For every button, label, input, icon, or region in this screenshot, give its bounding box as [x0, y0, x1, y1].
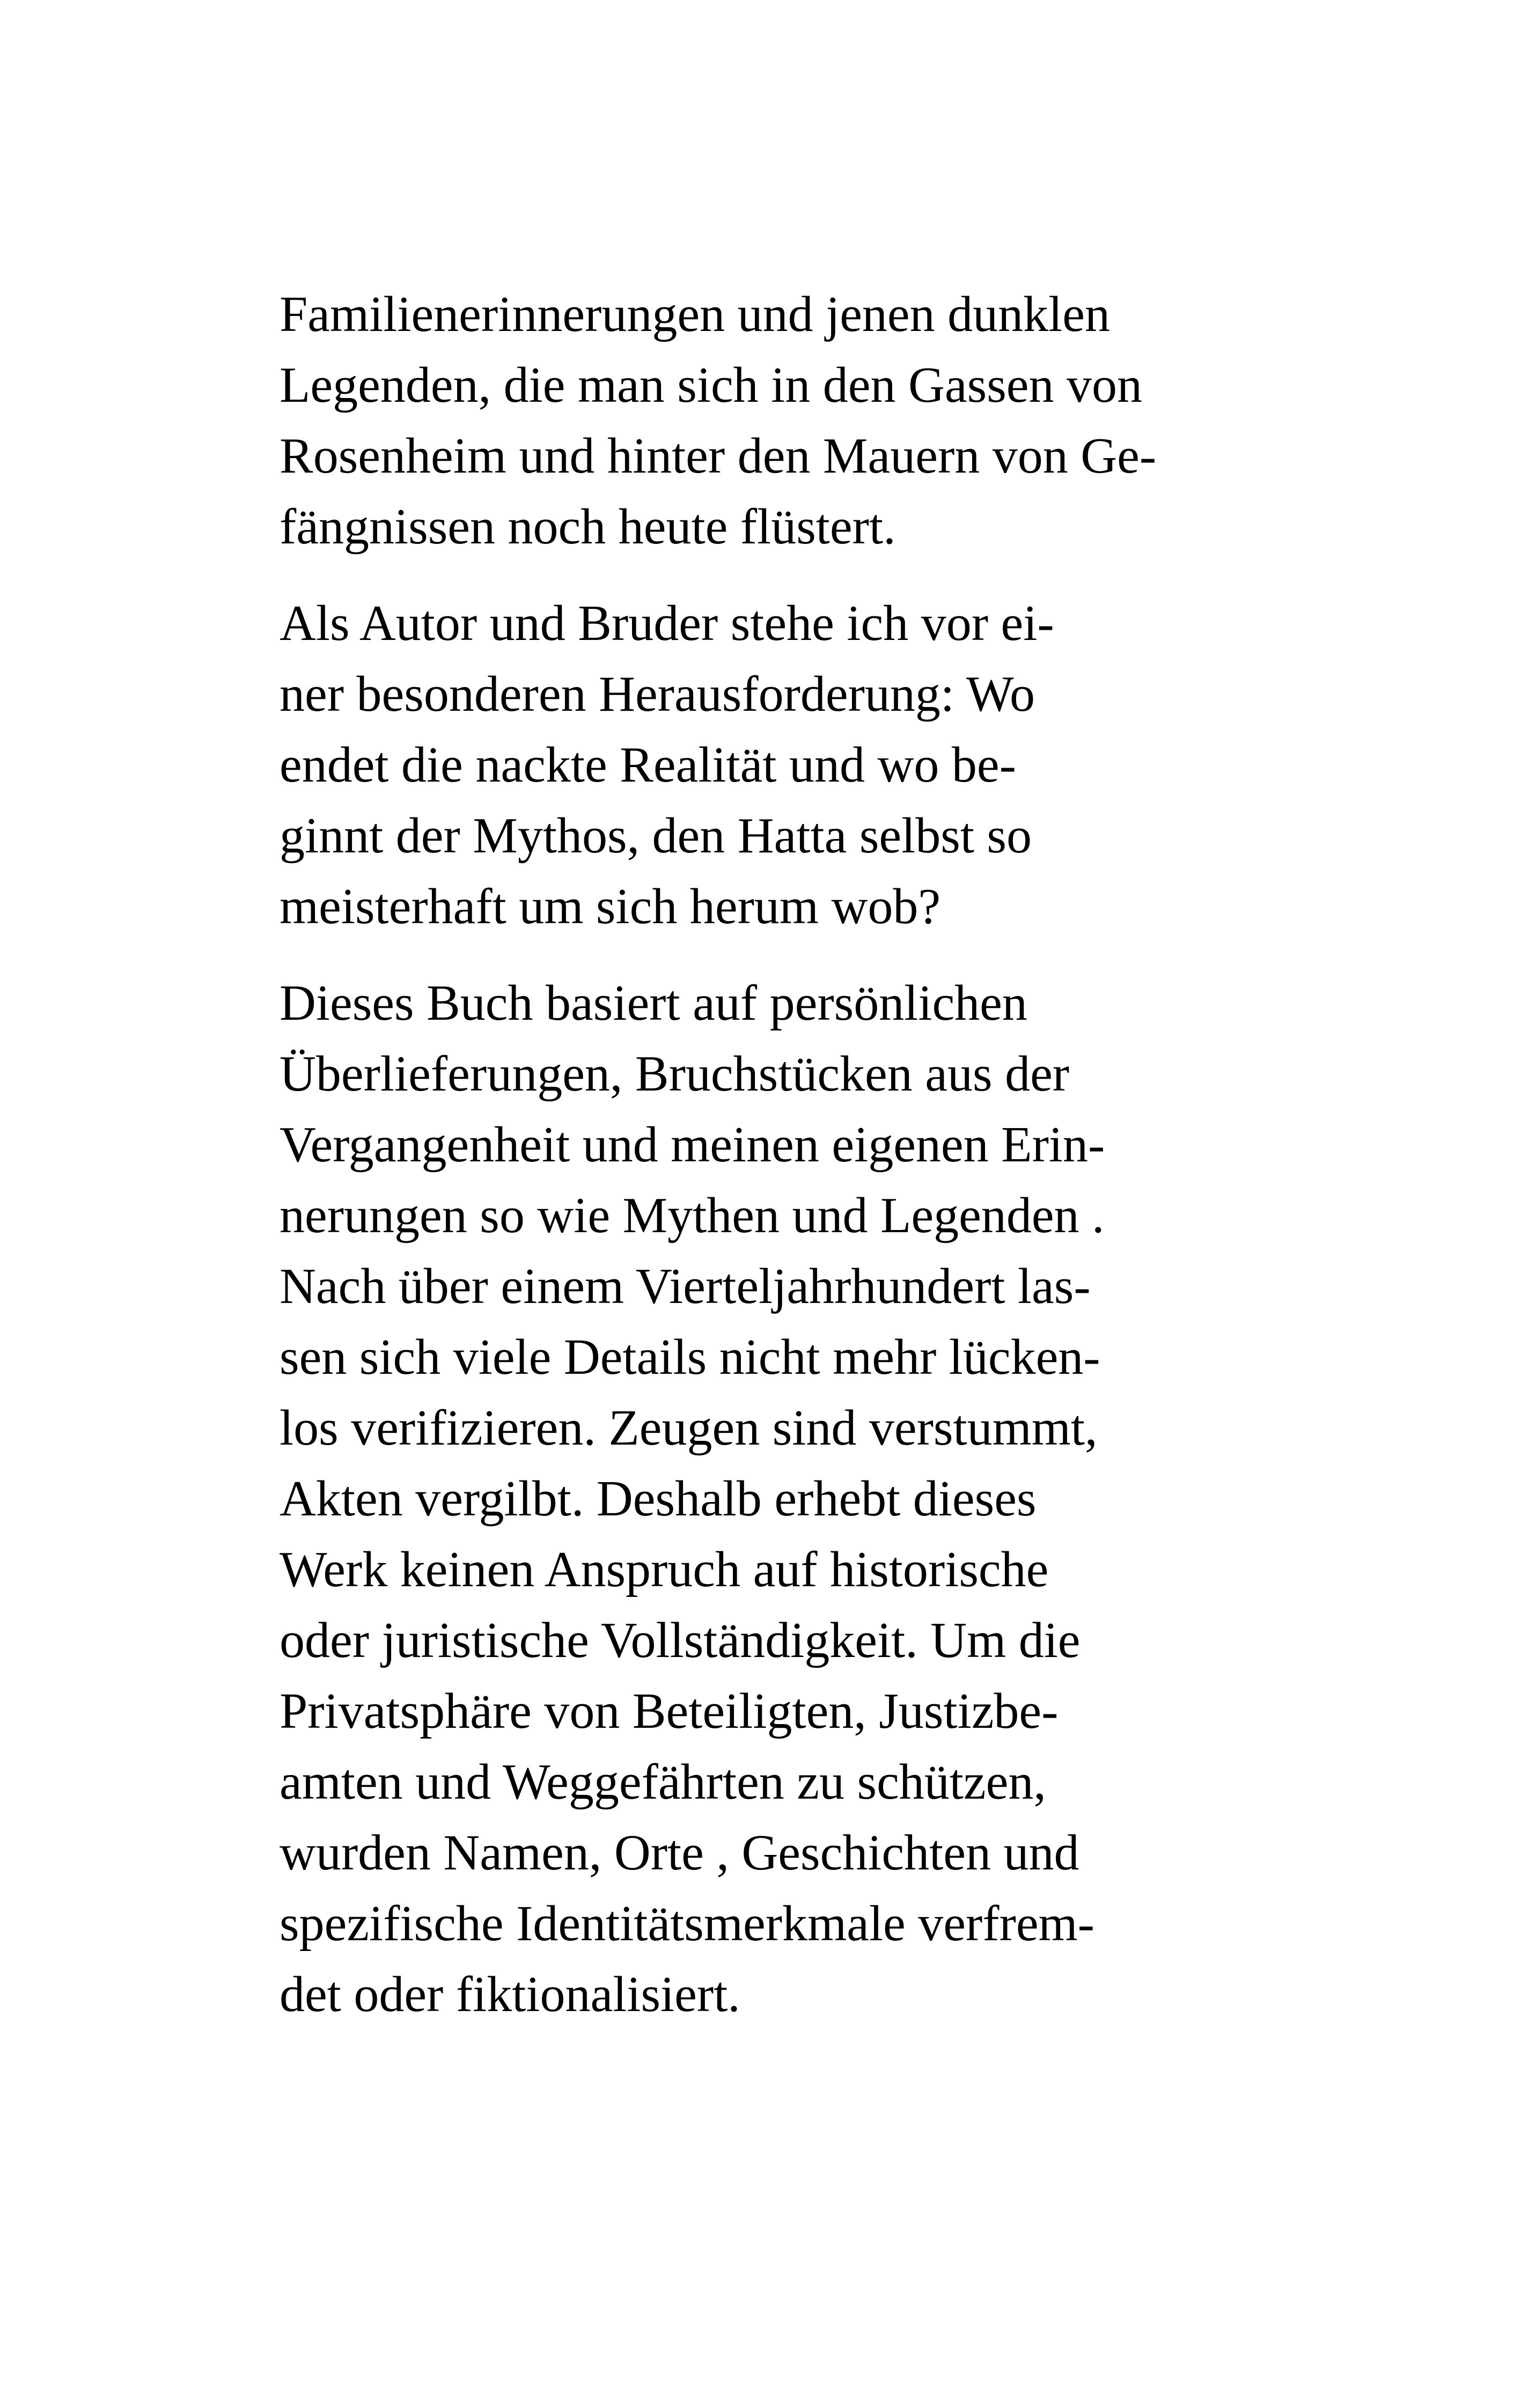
text-line: fängnissen noch heute flüstert.	[280, 499, 896, 555]
text-line: Legenden, die man sich in den Gassen von	[280, 357, 1143, 413]
text-line: wurden Namen, Orte , Geschichten und	[280, 1825, 1079, 1881]
text-line: nerungen so wie Mythen und Legenden .	[280, 1188, 1105, 1243]
text-line: Nach über einem Vierteljahrhundert las-	[280, 1258, 1091, 1314]
text-line: oder juristische Vollständigkeit. Um die	[280, 1612, 1081, 1668]
text-line: endet die nackte Realität und wo be-	[280, 737, 1016, 793]
text-line: Privatsphäre von Beteiligten, Justizbe-	[280, 1683, 1059, 1739]
text-line: ginnt der Mythos, den Hatta selbst so	[280, 808, 1032, 864]
text-line: Als Autor und Bruder stehe ich vor ei-	[280, 595, 1054, 651]
text-line: Akten vergilbt. Deshalb erhebt dieses	[280, 1471, 1037, 1527]
body-text	[280, 279, 1299, 2030]
text-line: Dieses Buch basiert auf persönlichen	[280, 975, 1027, 1031]
text-line: Überlieferungen, Bruchstücken aus der	[280, 1046, 1070, 1102]
text-line: det oder fiktionalisiert.	[280, 1967, 740, 2022]
text-line: sen sich viele Details nicht mehr lücken-	[280, 1329, 1100, 1385]
text-line: Rosenheim und hinter den Mauern von Ge-	[280, 428, 1157, 484]
text-line: meisterhaft um sich herum wob?	[280, 879, 941, 934]
text-line: los verifizieren. Zeugen sind verstummt,	[280, 1400, 1098, 1456]
text-line: amten und Weggefährten zu schützen,	[280, 1754, 1046, 1810]
text-line: Vergangenheit und meinen eigenen Erin-	[280, 1117, 1105, 1173]
paragraph-1	[280, 279, 1299, 562]
paragraph-3	[280, 968, 1299, 2030]
paragraph-2	[280, 588, 1299, 942]
text-line: ner besonderen Herausforderung: Wo	[280, 666, 1035, 722]
text-line: Familienerinnerungen und jenen dunklen	[280, 286, 1110, 342]
text-line: spezifische Identitätsmerkmale verfrem-	[280, 1896, 1094, 1952]
text-line: Werk keinen Anspruch auf historische	[280, 1542, 1049, 1597]
